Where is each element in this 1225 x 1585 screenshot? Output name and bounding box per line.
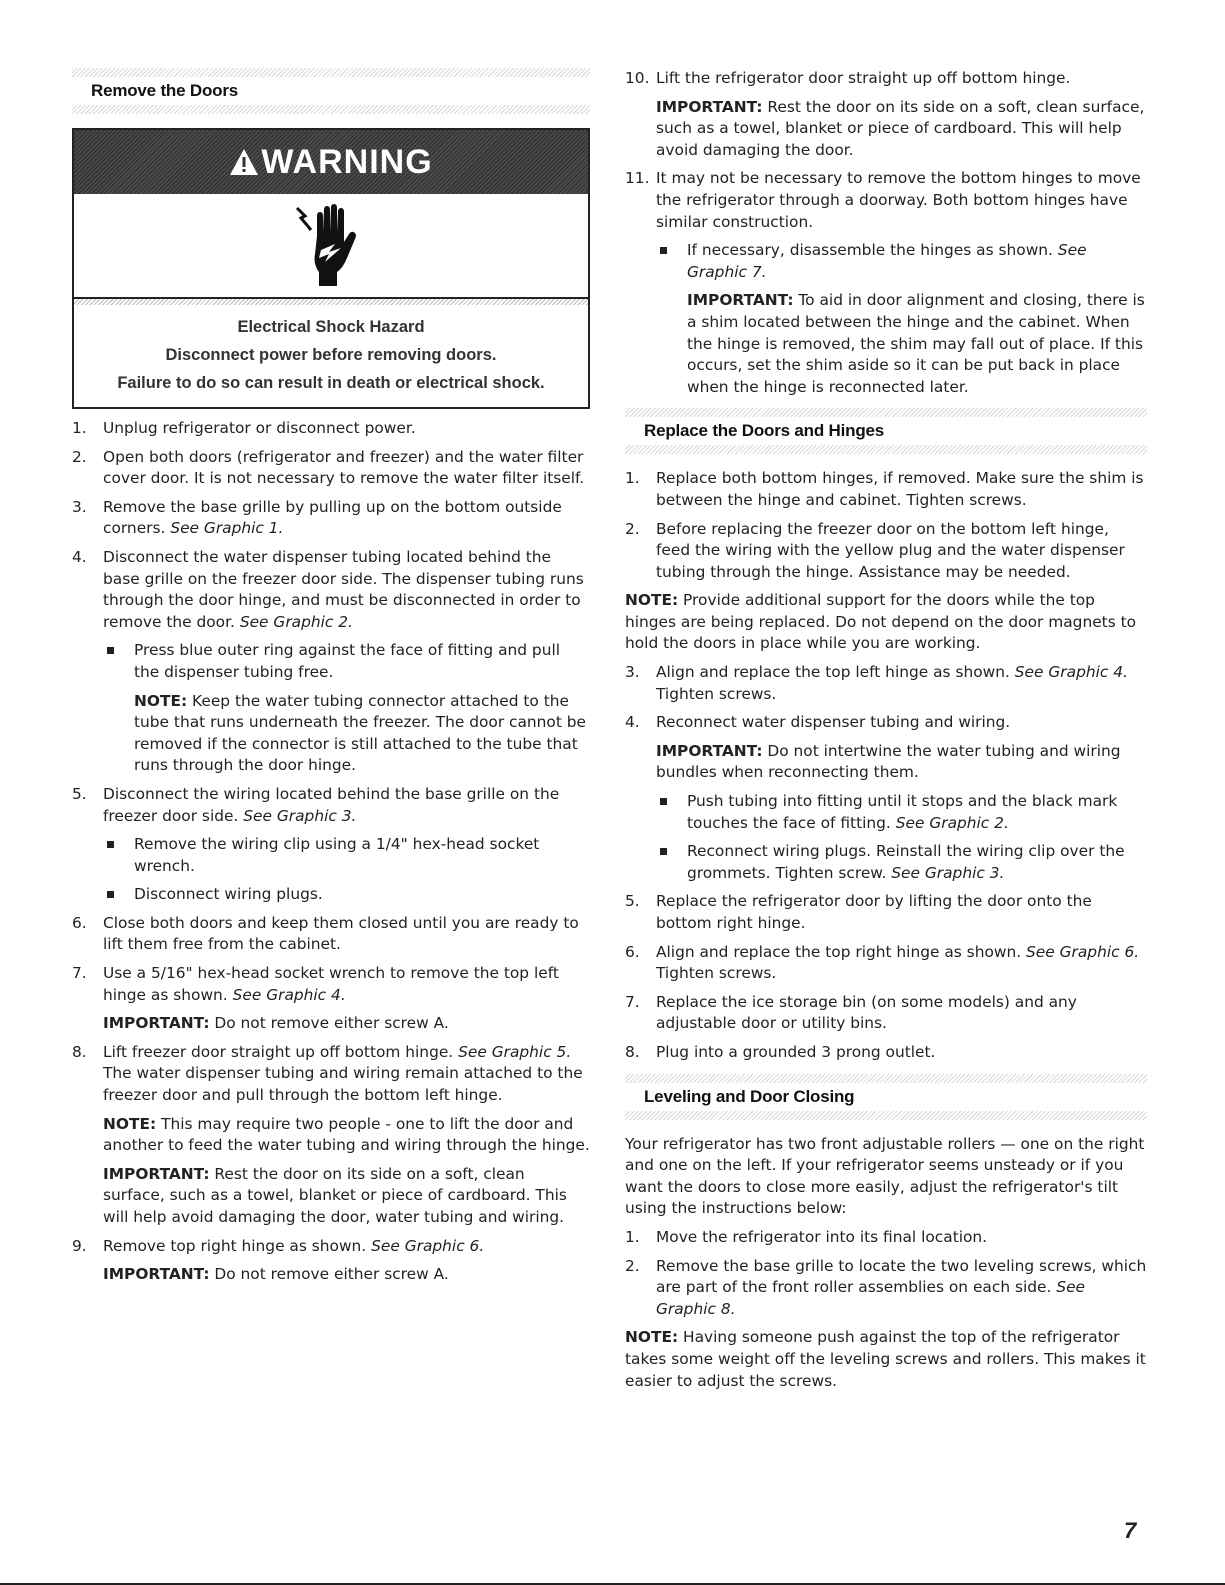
step-text: Move the refrigerator into its final location. (656, 1227, 988, 1246)
step-text-cont: The water dispenser tubing and wiring remain attached to the freezer door and pull through the bottom left hinge. (103, 1064, 583, 1105)
header-rule-top (625, 408, 1147, 417)
step-text: Plug into a grounded 3 prong outlet. (656, 1042, 936, 1061)
note (103, 1114, 590, 1157)
hazard-title: Electrical Shock Hazard (237, 318, 425, 336)
replace-step-6 (625, 942, 1147, 985)
step-number: 2. (72, 447, 87, 466)
step-text-cont: Tighten screws. (656, 684, 777, 703)
leveling-step-2 (625, 1256, 1147, 1321)
step-5 (72, 784, 590, 827)
bullet-item: Press blue outer ring against the face of fitting and pull the dispenser tubing free. (103, 640, 590, 683)
important-note (656, 741, 1147, 784)
step-text: Unplug refrigerator or disconnect power. (103, 419, 416, 437)
step-text: Lift freezer door straight up off bottom hinge. (103, 1042, 454, 1061)
important-note (687, 290, 1147, 398)
step-number: 6. (625, 942, 640, 961)
section-header-leveling (625, 1074, 1147, 1120)
step-text: Use a (103, 964, 147, 983)
right-column (625, 68, 1147, 1399)
header-rule-bottom (72, 105, 590, 114)
warning-separator (74, 297, 588, 305)
important-label: IMPORTANT: (687, 291, 794, 310)
step-number: 7. (625, 992, 640, 1011)
step-text-cont: " hex-head socket wrench to remove the top left hinge as shown. (103, 964, 559, 1004)
step-text: Align and replace the top left hinge as shown. (656, 663, 1010, 682)
graphic-reference: See Graphic 3. (891, 863, 1005, 882)
graphic-reference: See Graphic 5. (458, 1042, 572, 1061)
important-note (103, 1264, 590, 1286)
step-text: Replace the refrigerator door by lifting the door onto the bottom right hinge. (656, 892, 1092, 932)
note (625, 590, 1147, 655)
step-3 (72, 497, 590, 540)
graphic-reference: See Graphic 3. (243, 806, 357, 825)
replace-step-8 (625, 1042, 1147, 1064)
important-text: Rest the door on its side on a soft, clean surface, such as a towel, blanket or piece of cardboard. This will help avoid damaging the door, water tubing and wiring. (103, 1164, 567, 1226)
step-4 (72, 547, 590, 633)
step-number: 3. (72, 497, 87, 516)
step-number: 8. (72, 1042, 87, 1061)
step-number: 11. (625, 169, 650, 188)
bullet-text: Remove the wiring clip using a (134, 835, 371, 854)
fraction: 5/16 (150, 964, 186, 983)
left-column (72, 68, 590, 1293)
graphic-reference: See Graphic 6. (1026, 942, 1140, 961)
step-number: 2. (625, 1256, 640, 1275)
step-number: 3. (625, 663, 640, 682)
important-text: To aid in door alignment and closing, there is a shim located between the hinge and the cabinet. When the hinge is removed, the shim may fall out of place. If this occurs, set the shim aside so it can be put back in place when the hinge is reconnected later. (687, 291, 1145, 396)
warning-line-2: Failure to do so can result in death or electrical shock. (117, 374, 545, 392)
header-rule-top (625, 1074, 1147, 1083)
bullet-item (656, 841, 1147, 884)
step-number: 2. (625, 519, 640, 538)
step-number: 4. (625, 713, 640, 732)
important-text: Do not intertwine the water tubing and wiring bundles when reconnecting them. (656, 741, 1121, 782)
important-text: Do not remove either screw A. (214, 1265, 449, 1284)
important-label: IMPORTANT: (103, 1014, 210, 1033)
note-label: NOTE: (625, 591, 679, 610)
warning-header (74, 130, 588, 194)
section-header-remove-doors (72, 68, 590, 114)
warning-word: WARNING (261, 142, 433, 181)
bullet-text-cont: " hex-head socket wrench. (134, 835, 540, 875)
bullet-item (656, 791, 1147, 834)
step-text: Before replacing the freezer door on the bottom left hinge, feed the wiring with the yellow plug and the water dispenser tubing through the hinge. Assistance may be needed. (656, 519, 1125, 581)
step-6 (72, 913, 590, 956)
step-number: 1. (625, 469, 640, 488)
step-number: 4. (72, 547, 87, 566)
section-title: Leveling and Door Closing (644, 1086, 855, 1106)
step-11 (625, 168, 1147, 233)
step-text: Replace both bottom hinges, if removed. Make sure the shim is between the hinge and cabinet. Tighten screws. (656, 469, 1144, 509)
header-rule-top (72, 68, 590, 77)
graphic-reference: See Graphic 2. (895, 813, 1009, 832)
note-text: Keep the water tubing connector attached to the tube that runs underneath the freezer. The door cannot be removed if the connector is still attached to the tube that runs through the door hinge. (134, 691, 587, 775)
note-label: NOTE: (103, 1114, 157, 1133)
replace-step-4 (625, 712, 1147, 734)
replace-step-1 (625, 468, 1147, 511)
step-7 (72, 963, 590, 1006)
graphic-reference: See Graphic 4. (232, 985, 346, 1004)
replace-step-2 (625, 519, 1147, 584)
graphic-reference: See Graphic 8. (656, 1278, 1086, 1318)
note-label: NOTE: (134, 691, 188, 710)
leveling-intro: Your refrigerator has two front adjustable rollers — one on the right and one on the left. If your refrigerator seems unsteady or if you want the doors to close more easily, adjust the refrigerator's tilt using the instructions below: (625, 1134, 1145, 1218)
important-note (103, 1164, 590, 1229)
section-header-replace-doors (625, 408, 1147, 454)
step-text: It may not be necessary to remove the bottom hinges to move the refrigerator through a doorway. Both bottom hinges have similar construction. (656, 169, 1141, 231)
important-label: IMPORTANT: (103, 1164, 210, 1183)
bullet-item (656, 240, 1147, 283)
note-text: Provide additional support for the doors while the top hinges are being replaced. Do not depend on the door magnets to hold the doors in place while you are working. (625, 591, 1137, 653)
graphic-reference: See Graphic 4. (1014, 663, 1128, 682)
step-9 (72, 1236, 590, 1258)
important-label: IMPORTANT: (656, 97, 763, 116)
step-text: Close both doors and keep them closed until you are ready to lift them free from the cabinet. (103, 913, 579, 954)
warning-triangle-icon (229, 148, 259, 176)
step-text: Disconnect the water dispenser tubing located behind the base grille on the freezer door side. The dispenser tubing runs through the door hinge, and must be disconnected in order to remove the door. (103, 547, 584, 631)
step-number: 10. (625, 69, 650, 87)
step-text: Open both doors (refrigerator and freezer) and the water filter cover door. It is not necessary to remove the water filter itself. (103, 447, 585, 488)
important-text: Rest the door on its side on a soft, clean surface, such as a towel, blanket or piece of cardboard. This will help avoid damaging the door. (656, 97, 1145, 159)
step-text: Reconnect water dispenser tubing and wiring. (656, 713, 1011, 732)
important-label: IMPORTANT: (656, 741, 763, 760)
step-number: 6. (72, 913, 87, 932)
step-8 (72, 1042, 590, 1107)
step-number: 7. (72, 964, 87, 983)
graphic-reference: See Graphic 2. (239, 612, 353, 631)
electrical-shock-hand-icon (295, 202, 367, 290)
step-2 (72, 447, 590, 490)
step-1 (72, 418, 590, 440)
step-number: 1. (625, 1227, 640, 1246)
page-number: 7 (1124, 1518, 1137, 1543)
leveling-step-1 (625, 1227, 1147, 1249)
section-title: Replace the Doors and Hinges (644, 421, 885, 441)
step-text: Disconnect the wiring located behind the base grille on the freezer door side. (103, 784, 560, 825)
note-text: This may require two people - one to lift the door and another to feed the water tubing and wiring through the hinge. (103, 1114, 590, 1155)
step-text: Align and replace the top right hinge as shown. (656, 942, 1022, 961)
step-text-cont: Tighten screws. (656, 964, 777, 983)
note (134, 691, 590, 777)
step-text: Remove top right hinge as shown. (103, 1236, 367, 1255)
bullet-item (103, 834, 590, 877)
step-number: 5. (72, 784, 87, 803)
warning-box (72, 128, 590, 409)
step-number: 5. (625, 892, 640, 911)
step-number: 8. (625, 1042, 640, 1061)
step-text: Remove the base grille by pulling up on the bottom outside corners. (103, 497, 562, 538)
replace-step-5 (625, 891, 1147, 934)
replace-step-3 (625, 662, 1147, 705)
step-10 (625, 68, 1147, 90)
section-title: Remove the Doors (91, 81, 239, 100)
important-note (103, 1013, 590, 1035)
note (625, 1327, 1147, 1392)
step-text: Lift the refrigerator door straight up off bottom hinge. (656, 69, 1071, 87)
replace-step-7 (625, 992, 1147, 1035)
step-text: Remove the base grille to locate the two leveling screws, which are part of the front roller assemblies on each side. (656, 1256, 1147, 1297)
step-number: 9. (72, 1236, 87, 1255)
important-note (656, 97, 1147, 162)
bullet-text: If necessary, disassemble the hinges as shown. (687, 241, 1053, 260)
bullet-item: Disconnect wiring plugs. (103, 884, 590, 906)
bullet-text: Push tubing into fitting until it stops and the black mark touches the face of fitting. (687, 792, 1118, 832)
step-number: 1. (72, 419, 87, 437)
step-text: Replace the ice storage bin (on some models) and any adjustable door or utility bins. (656, 992, 1077, 1033)
warning-text (74, 305, 588, 407)
note-label: NOTE: (625, 1328, 679, 1347)
important-label: IMPORTANT: (103, 1265, 210, 1284)
important-text: Do not remove either screw A. (214, 1014, 449, 1033)
header-rule-bottom (625, 1111, 1147, 1120)
graphic-reference: See Graphic 1. (170, 519, 284, 538)
note-text: Having someone push against the top of the refrigerator takes some weight off the leveling screws and rollers. This makes it easier to adjust the screws. (625, 1328, 1146, 1390)
graphic-reference: See Graphic 7. (687, 241, 1087, 281)
warning-line-1: Disconnect power before removing doors. (165, 346, 497, 364)
warning-pictogram-area (74, 194, 588, 297)
fraction: 1/4 (375, 835, 401, 854)
graphic-reference: See Graphic 6. (371, 1236, 485, 1255)
bullet-text: Reconnect wiring plugs. Reinstall the wiring clip over the grommets. Tighten screw. (687, 842, 1125, 882)
header-rule-bottom (625, 445, 1147, 454)
